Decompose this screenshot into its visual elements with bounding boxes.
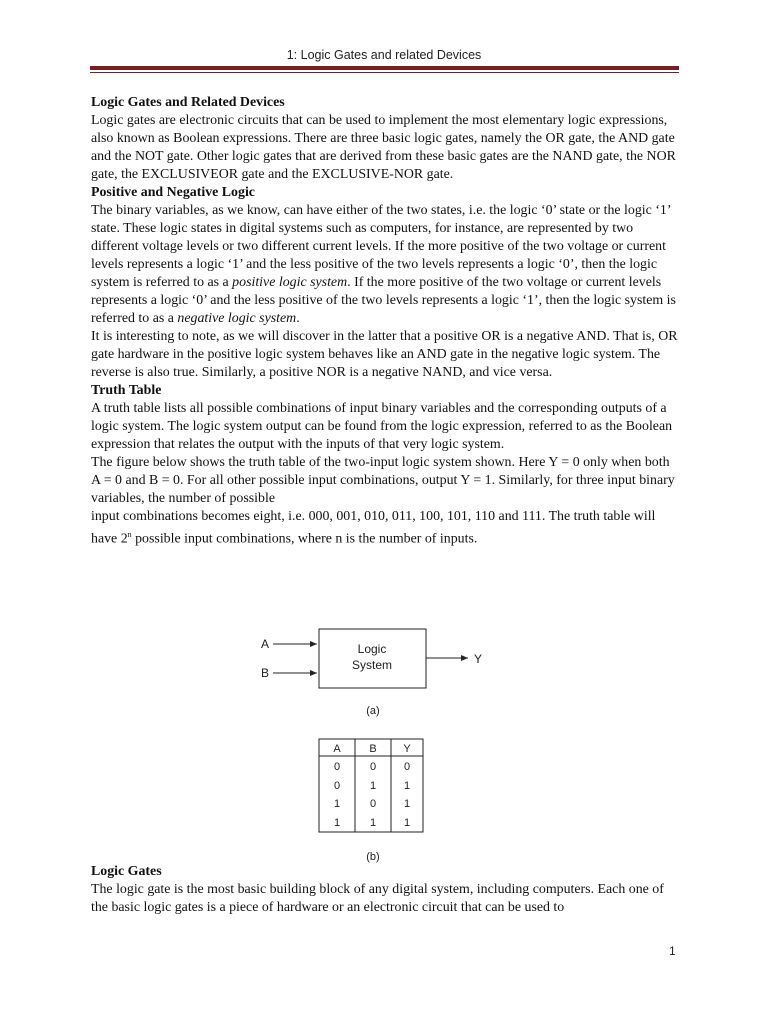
truth-table-cell: 0 bbox=[403, 761, 411, 773]
header-rule-thick bbox=[90, 66, 679, 70]
truth-table-border bbox=[319, 739, 423, 832]
section-heading-truth-table: Truth Table bbox=[91, 383, 162, 398]
input-label-b: B bbox=[261, 666, 270, 680]
logic-gates-section bbox=[91, 863, 681, 917]
page-number: 1 bbox=[669, 944, 676, 958]
text-run: The figure below shows the truth table of the two-input logic system shown. Here Y = 0 only when both A = 0 and B = 0. For all other possible input combinations, output Y = 1. Similarly, for three input binary variables, the number of possible bbox=[91, 455, 675, 506]
caption-a: (a) bbox=[366, 705, 380, 717]
box-label-logic: Logic bbox=[357, 642, 387, 656]
header-rule-thin bbox=[90, 72, 679, 73]
paragraph-positive-negative bbox=[91, 202, 681, 328]
running-header: 1: Logic Gates and related Devices bbox=[286, 48, 482, 62]
truth-table-cells bbox=[333, 743, 411, 829]
text-run: The binary variables, as we know, can have either of the two states, i.e. the logic ‘0’ state or the logic ‘1’ state. These logic states in digital systems such as computers, for instance, are represented by two different voltage levels or two different current levels. If the more positive of the two voltage or current levels represents a logic ‘1’ and the less positive of the two levels represents a logic ‘0’, then the logic system is referred to as a bbox=[91, 203, 671, 290]
truth-table-cell: 1 bbox=[403, 817, 411, 829]
paragraph-truth-table-example bbox=[91, 454, 681, 549]
text-run: . If the more positive of the two voltage or current levels represents a logic ‘0’ and the less positive of the two levels represents a logic ‘1’, then the logic system is referred to as a bbox=[91, 275, 676, 326]
input-label-a: A bbox=[261, 637, 270, 651]
paragraph-intro: Logic gates are electronic circuits that can be used to implement the most elementary logic expressions, also known as Boolean expressions. There are three basic logic gates, namely the OR gate, the AND gate and the NOT gate. Other logic gates that are derived from these basic gates are the NAND gate, the NOR gate, the EXCLUSIVEOR gate and the EXCLUSIVE-NOR gate. bbox=[91, 113, 676, 182]
truth-table-cell: 0 bbox=[333, 761, 341, 773]
truth-table-header: A bbox=[333, 743, 341, 755]
caption-b: (b) bbox=[366, 851, 380, 863]
term-positive-logic: positive logic system bbox=[232, 275, 348, 290]
main-text bbox=[91, 94, 681, 549]
truth-table-cell: 1 bbox=[333, 817, 341, 829]
text-run: input combinations becomes eight, i.e. 000, 001, 010, 011, 100, 101, 110 and 111. The truth table will have 2 bbox=[91, 509, 656, 547]
truth-table-cell: 1 bbox=[403, 798, 411, 810]
truth-table-cell: 1 bbox=[369, 817, 377, 829]
superscript-n: n bbox=[127, 530, 132, 539]
truth-table-cell: 0 bbox=[369, 798, 377, 810]
paragraph-logic-gates: The logic gate is the most basic building block of any digital system, including computers. Each one of the basic logic gates is a piece of hardware or an electronic circuit that can be used to bbox=[91, 882, 664, 915]
paragraph-positive-or: It is interesting to note, as we will discover in the latter that a positive OR is a negative AND. That is, OR gate hardware in the positive logic system behaves like an AND gate in the negative logic system. The reverse is also true. Similarly, a positive NOR is a negative NAND, and vice versa. bbox=[91, 329, 678, 380]
truth-table-cell: 0 bbox=[369, 761, 377, 773]
section-heading-positive-negative: Positive and Negative Logic bbox=[91, 185, 255, 200]
paragraph-truth-table-def: A truth table lists all possible combinations of input binary variables and the corresponding outputs of a logic system. The logic system output can be found from the logic expression, referred to as the Boolean expression that relates the output with the inputs of that very logic system. bbox=[91, 401, 673, 452]
section-heading-logic-gates: Logic Gates bbox=[91, 864, 162, 879]
term-negative-logic: negative logic system bbox=[177, 311, 297, 326]
section-heading-logic-gates-related: Logic Gates and Related Devices bbox=[91, 95, 285, 110]
truth-table-header: B bbox=[369, 743, 377, 755]
output-label-y: Y bbox=[474, 652, 483, 666]
truth-table-cell: 0 bbox=[333, 780, 341, 792]
box-label-system: System bbox=[351, 658, 393, 672]
truth-table-cell: 1 bbox=[403, 780, 411, 792]
text-run: possible input combinations, where n is the number of inputs. bbox=[131, 531, 478, 547]
truth-table-cell: 1 bbox=[369, 780, 377, 792]
truth-table-header: Y bbox=[403, 743, 411, 755]
logic-system-box bbox=[319, 629, 426, 688]
text-run: . bbox=[296, 311, 300, 326]
truth-table-cell: 1 bbox=[333, 798, 341, 810]
